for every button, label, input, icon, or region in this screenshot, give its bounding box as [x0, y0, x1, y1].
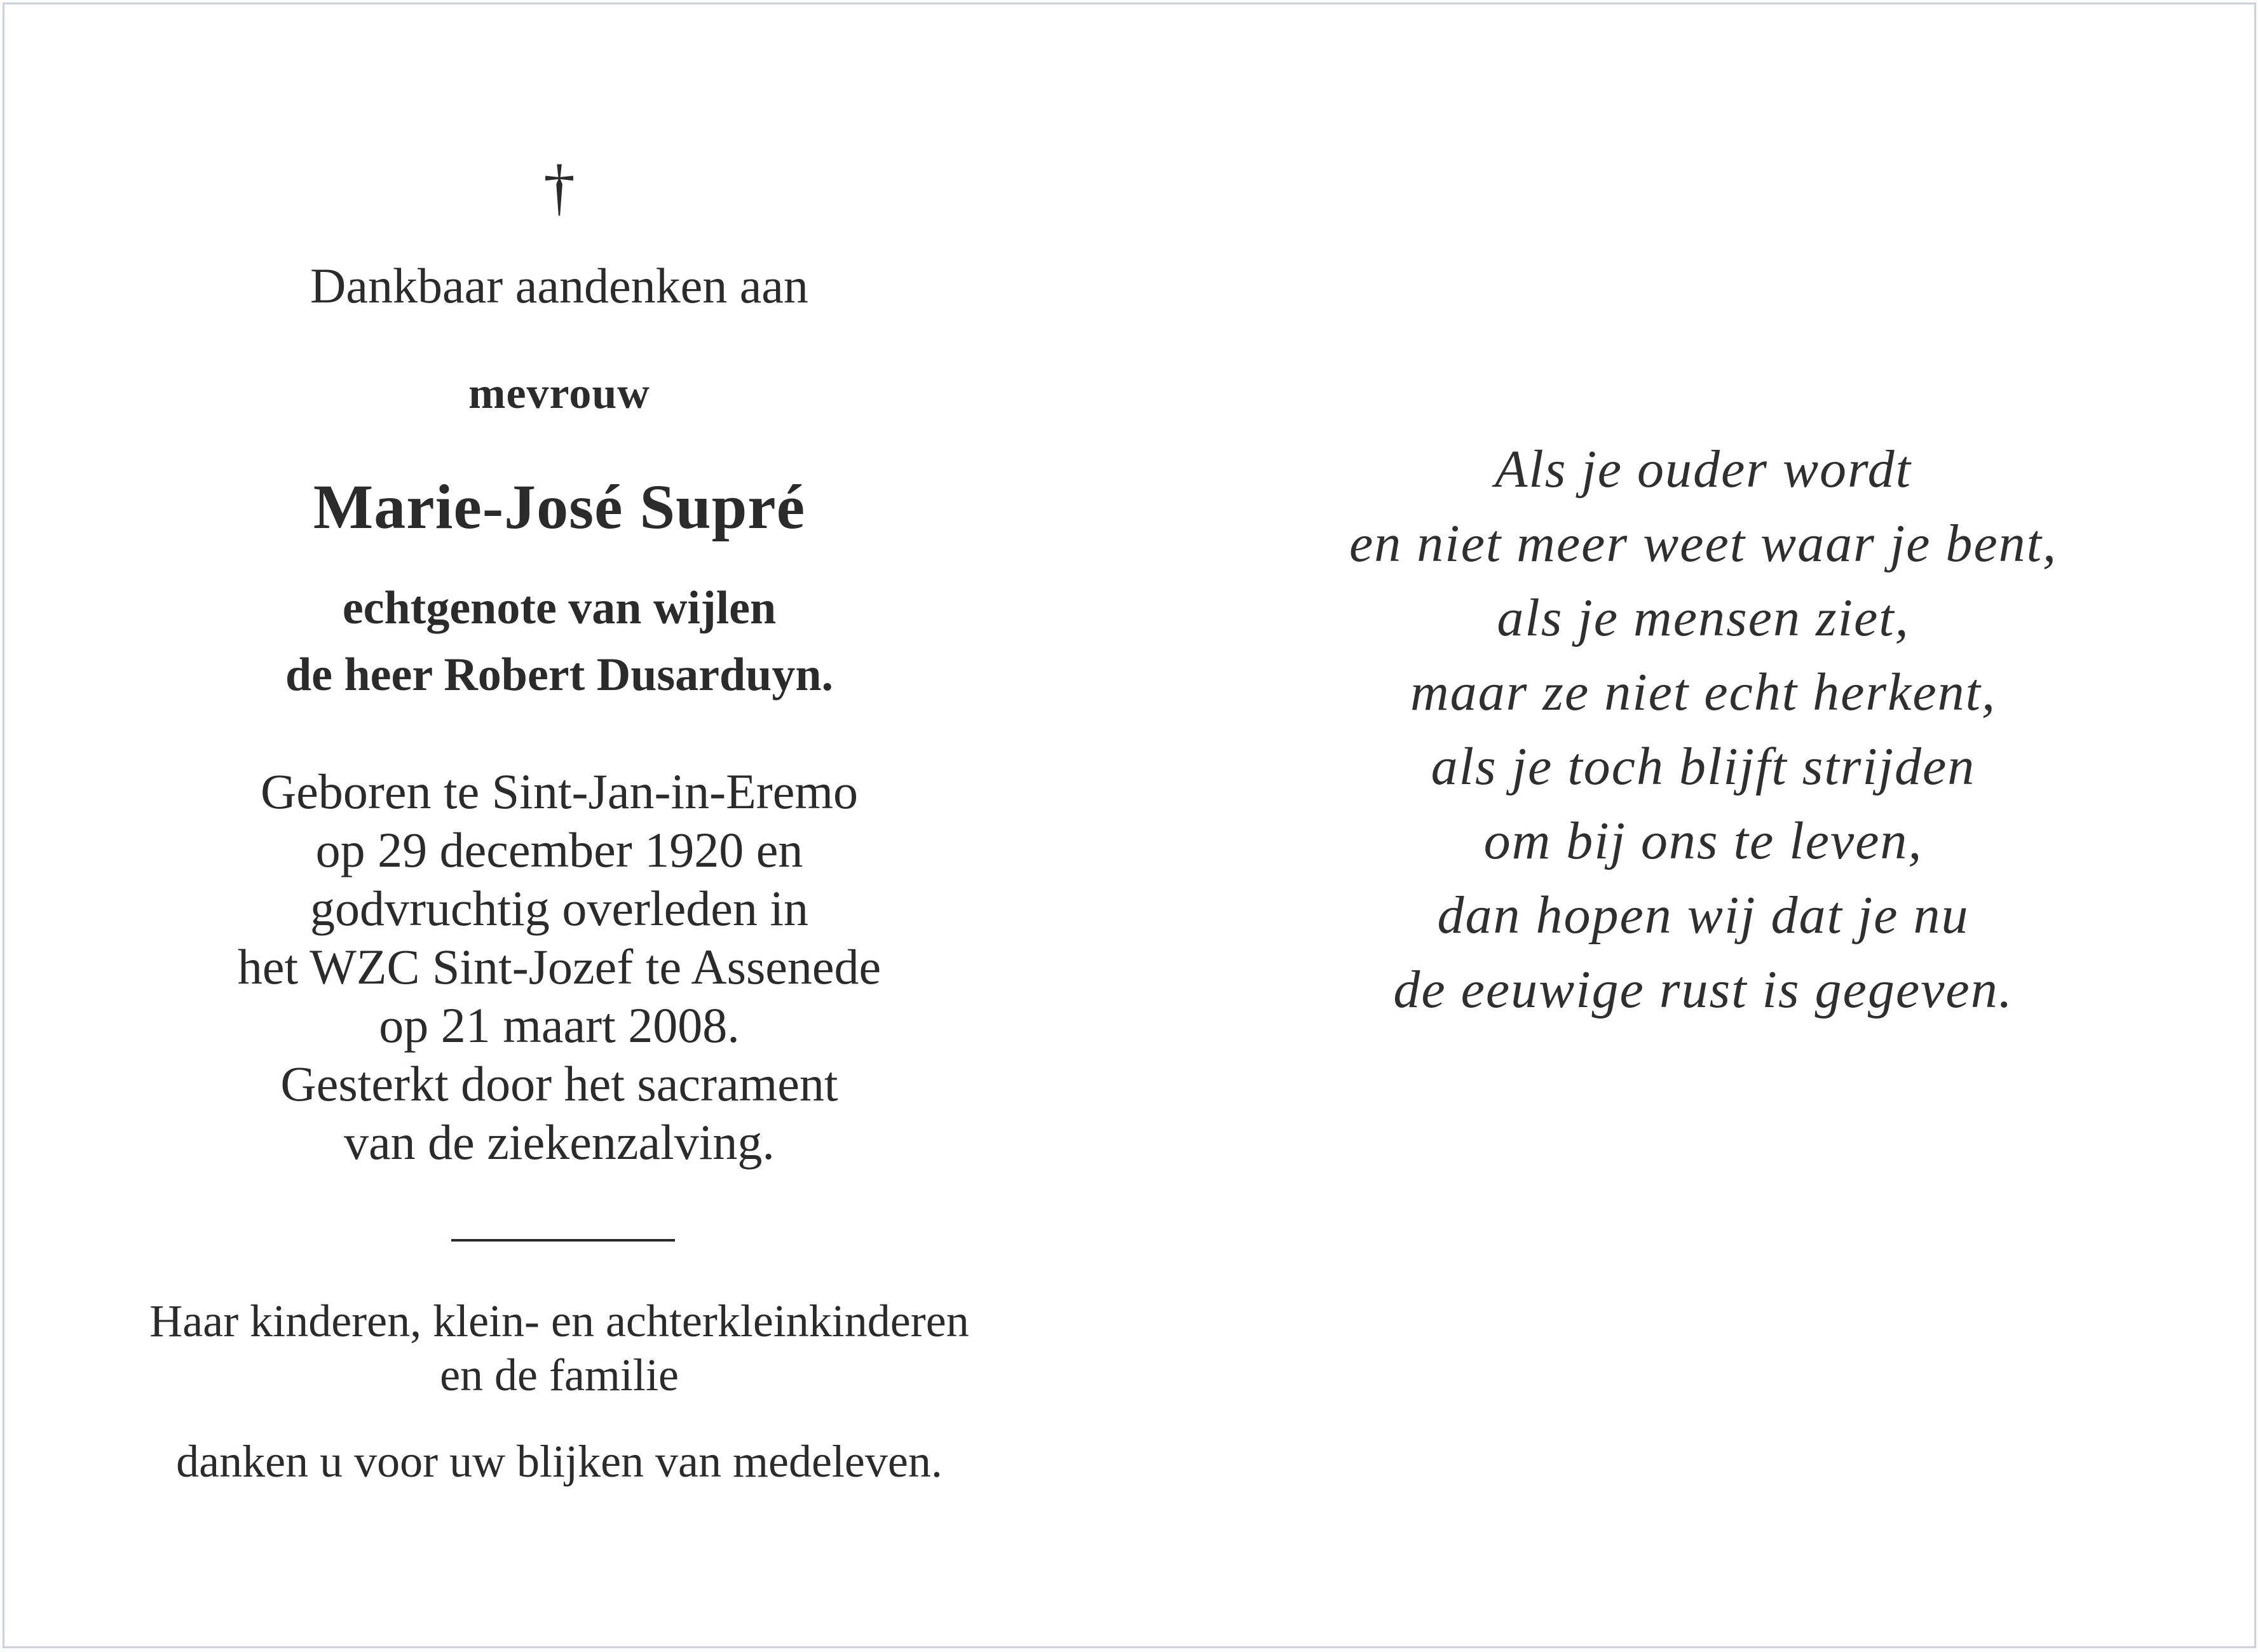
- bio-line: op 21 maart 2008.: [379, 998, 740, 1053]
- poem-line: maar ze niet echt herkent,: [1410, 663, 1997, 722]
- memorial-text-panel: [0, 0, 1119, 1652]
- poem-panel: [1208, 0, 2199, 1652]
- poem-line: en niet meer weet waar je bent,: [1349, 514, 2058, 573]
- poem-line: als je toch blijft strijden: [1431, 737, 1976, 796]
- poem-line: dan hopen wij dat je nu: [1437, 886, 1970, 945]
- poem-line: om bij ons te leven,: [1483, 811, 1923, 870]
- bio-line: het WZC Sint-Jozef te Assenede: [237, 939, 882, 994]
- deceased-name: Marie-José Supré: [313, 471, 806, 542]
- bio-line: van de ziekenzalving.: [344, 1114, 775, 1170]
- family-line: en de familie: [440, 1350, 679, 1400]
- bio-line: godvruchtig overleden in: [310, 881, 809, 936]
- bio-line: Gesterkt door het sacrament: [280, 1056, 838, 1111]
- spouse-line: echtgenote van wijlen: [342, 582, 777, 634]
- divider-line: [451, 1239, 675, 1242]
- spouse-line: de heer Robert Dusarduyn.: [285, 649, 833, 701]
- honorific-title: mevrouw: [468, 369, 650, 418]
- thanks-text: danken u voor uw blijken van medeleven.: [176, 1436, 943, 1487]
- poem-line: Als je ouder wordt: [1495, 440, 1912, 499]
- family-line: Haar kinderen, klein- en achterkleinkinderen: [149, 1296, 969, 1346]
- poem-line: de eeuwige rust is gegeven.: [1393, 960, 2013, 1019]
- bio-line: op 29 december 1920 en: [315, 822, 803, 877]
- bio-line: Geboren te Sint-Jan-in-Eremo: [260, 764, 859, 819]
- cross-symbol: †: [543, 152, 575, 222]
- poem-line: als je mensen ziet,: [1497, 588, 1910, 647]
- intro-text: Dankbaar aandenken aan: [310, 258, 808, 313]
